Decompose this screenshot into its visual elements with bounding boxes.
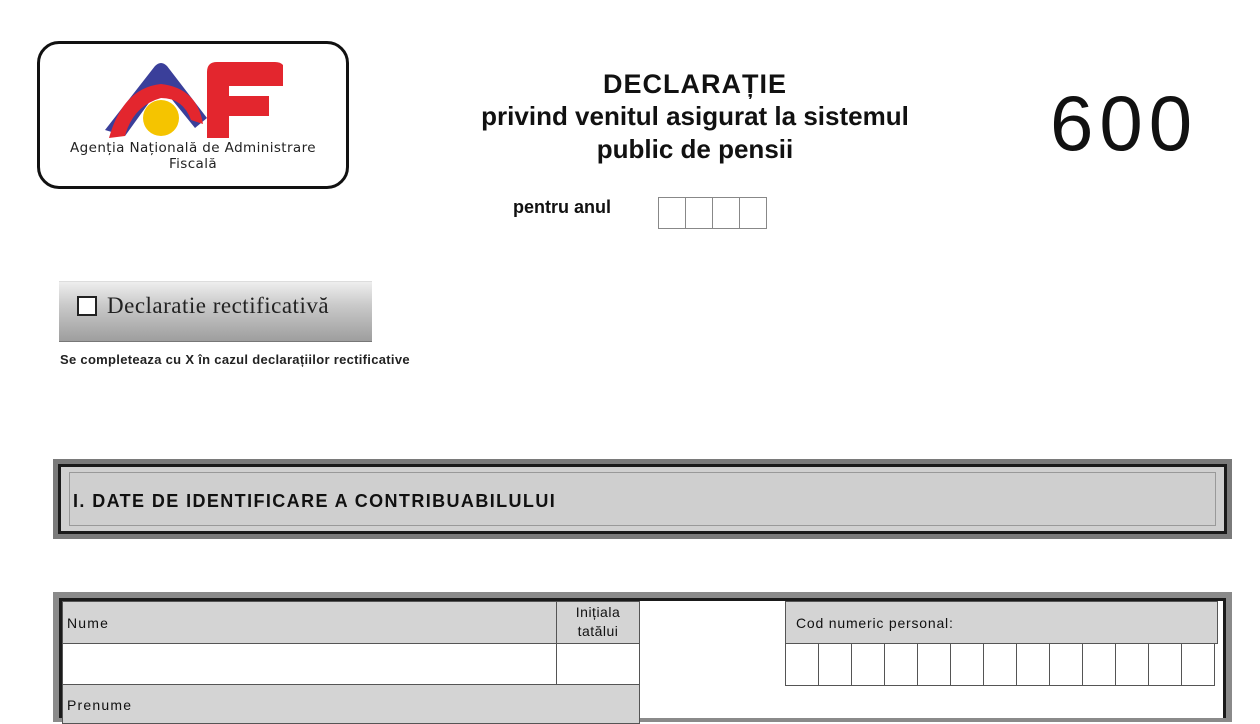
year-digit-box[interactable] (712, 197, 740, 229)
surname-label: Prenume (67, 697, 133, 713)
cnp-input[interactable] (785, 643, 1215, 686)
cnp-digit-box[interactable] (1049, 643, 1083, 686)
father-initial-label-line2: tatălui (577, 623, 619, 639)
section-title: I. DATE DE IDENTIFICARE A CONTRIBUABILULUI (73, 491, 557, 511)
year-digit-box[interactable] (658, 197, 686, 229)
agency-name (40, 140, 346, 172)
name-header (62, 601, 557, 644)
identification-table (53, 592, 1232, 722)
year-digit-box[interactable] (739, 197, 767, 229)
cnp-digit-box[interactable] (1115, 643, 1149, 686)
cnp-digit-box[interactable] (1016, 643, 1050, 686)
agency-name-line2: Fiscală (168, 156, 218, 172)
cnp-digit-box[interactable] (785, 643, 819, 686)
agency-name-line1: Agenția Națională de Administrare (70, 140, 316, 156)
surname-header (62, 684, 640, 724)
cnp-digit-box[interactable] (983, 643, 1017, 686)
title-subtitle (440, 100, 950, 166)
title-main: DECLARAȚIE (603, 69, 787, 99)
subtitle-line1: privind venitul asigurat la sistemul (481, 101, 909, 131)
cnp-digit-box[interactable] (1082, 643, 1116, 686)
cnp-digit-box[interactable] (950, 643, 984, 686)
name-label: Nume (67, 615, 110, 631)
rectificative-label: Declaratie rectificativă (107, 293, 330, 318)
year-digit-box[interactable] (685, 197, 713, 229)
father-initial-header (556, 601, 640, 644)
cnp-digit-box[interactable] (851, 643, 885, 686)
section-header (53, 459, 1232, 539)
name-field[interactable] (62, 643, 557, 685)
cnp-digit-box[interactable] (1181, 643, 1215, 686)
cnp-header (785, 601, 1218, 644)
father-initial-field[interactable] (556, 643, 640, 685)
form-title (440, 68, 950, 166)
cnp-digit-box[interactable] (1148, 643, 1182, 686)
rectificative-toggle[interactable] (59, 281, 372, 342)
anaf-logo (37, 41, 349, 189)
anaf-logo-icon (103, 58, 283, 148)
cnp-label: Cod numeric personal: (796, 615, 954, 631)
subtitle-line2: public de pensii (596, 134, 794, 164)
cnp-digit-box[interactable] (917, 643, 951, 686)
form-number: 600 (1050, 79, 1199, 167)
rectificative-note: Se completeaza cu X în cazul declarațiilor rectificative (60, 352, 410, 367)
father-initial-label-line1: Inițiala (575, 604, 621, 620)
year-input[interactable] (659, 197, 767, 229)
cnp-digit-box[interactable] (884, 643, 918, 686)
cnp-digit-box[interactable] (818, 643, 852, 686)
year-label: pentru anul (513, 197, 611, 217)
rectificative-checkbox[interactable] (77, 296, 97, 316)
